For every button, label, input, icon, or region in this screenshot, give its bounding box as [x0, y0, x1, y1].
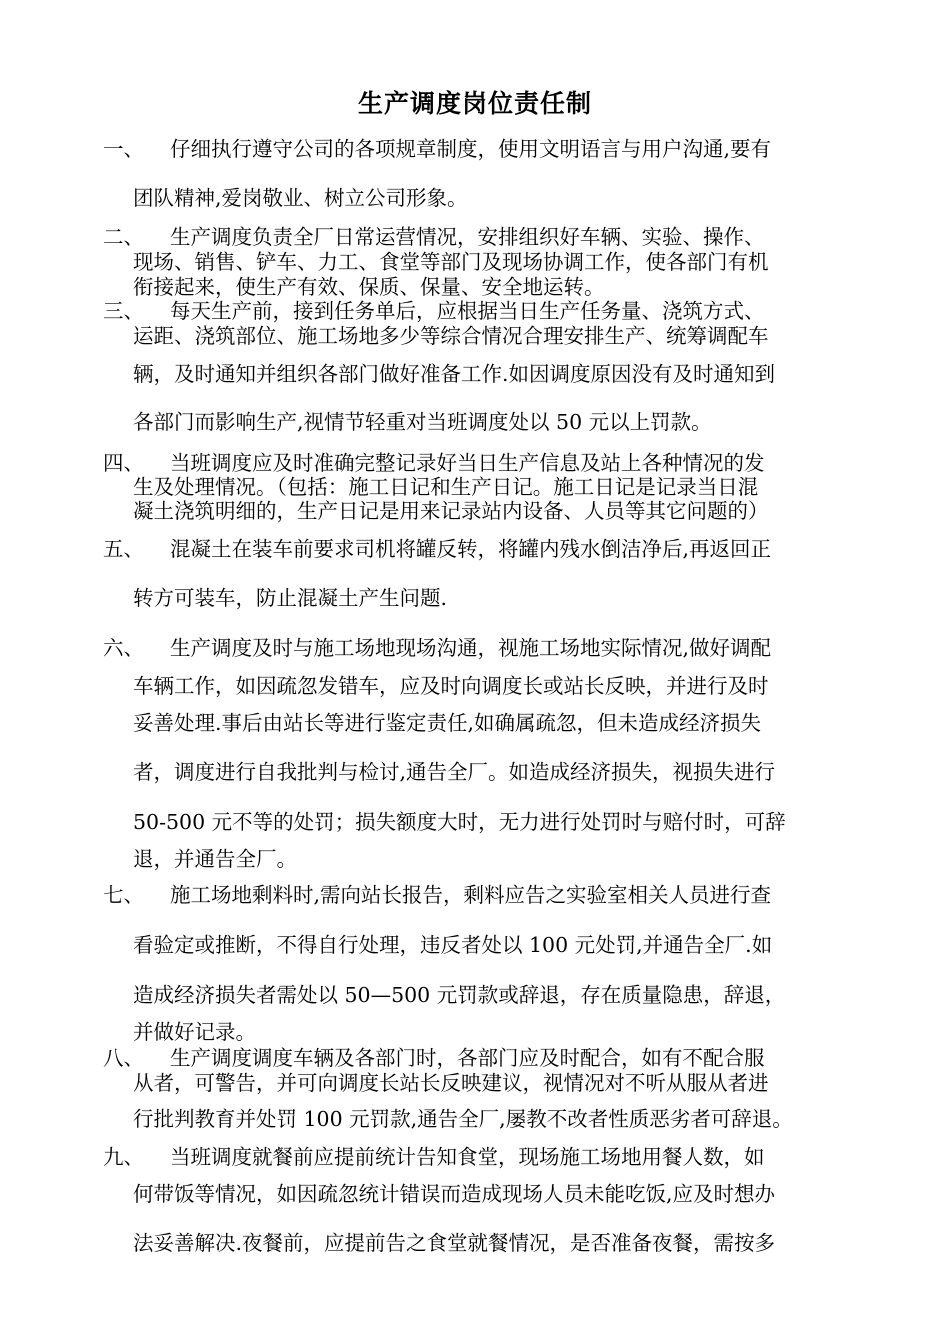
- item-text-line: 现场、销售、铲车、力工、食堂等部门及现场协调工作，使各部门有机: [133, 250, 769, 274]
- item-text-line: 法妥善解决.夜餐前，应提前告之食堂就餐情况，是否准备夜餐，需按多: [133, 1231, 776, 1255]
- item-text-line: 生产调度调度车辆及各部门时，各部门应及时配合，如有不配合服: [170, 1046, 765, 1070]
- item-text-line: 生产调度及时与施工场地现场沟通，视施工场地实际情况,做好调配: [170, 636, 772, 660]
- item-text-line: 从者，可警告，并可向调度长站长反映建议，视情况对不听从服从者进: [133, 1071, 769, 1095]
- item-number: 七、: [103, 883, 144, 907]
- item-text-line: 何带饭等情况，如因疏忽统计错误而造成现场人员未能吃饭,应及时想办: [133, 1182, 776, 1206]
- item-text-line: 辆，及时通知并组织各部门做好准备工作.如因调度原因没有及时通知到: [133, 362, 776, 386]
- item-number: 三、: [103, 299, 144, 323]
- item-text-line: 运距、浇筑部位、施工场地多少等综合情况合理安排生产、统筹调配车: [133, 324, 769, 348]
- item-text-line: 转方可装车，防止混凝土产生问题.: [133, 586, 448, 610]
- item-text-line: 施工场地剩料时,需向站长报告，剩料应告之实验室相关人员进行查: [170, 883, 772, 907]
- item-text-line: 衔接起来，使生产有效、保质、保量、安全地运转。: [133, 275, 605, 299]
- item-number: 八、: [103, 1046, 144, 1070]
- item-number: 九、: [103, 1145, 144, 1169]
- item-text-line: 凝土浇筑明细的，生产日记是用来记录站内设备、人员等其它问题的）: [133, 499, 769, 523]
- item-text-line: 团队精神,爱岗敬业、树立公司形象。: [133, 186, 468, 210]
- item-number: 一、: [103, 137, 144, 161]
- item-number: 二、: [103, 225, 144, 249]
- item-text-line: 每天生产前，接到任务单后，应根据当日生产任务量、浇筑方式、: [170, 299, 765, 323]
- item-text-line: 退，并通告全厂。: [133, 847, 297, 871]
- item-text-line: 仔细执行遵守公司的各项规章制度，使用文明语言与用户沟通,要有: [170, 137, 772, 161]
- item-text-line: 混凝土在装车前要求司机将罐反转，将罐内残水倒洁净后,再返回正: [170, 537, 772, 561]
- item-text-line: 各部门而影响生产,视情节轻重对当班调度处以 50 元以上罚款。: [133, 410, 712, 434]
- item-number: 五、: [103, 537, 144, 561]
- item-text-line: 车辆工作，如因疏忽发错车，应及时向调度长或站长反映，并进行及时: [133, 674, 769, 698]
- item-text-line: 妥善处理.事后由站长等进行鉴定责任,如确属疏忽，但未造成经济损失: [133, 711, 762, 735]
- item-number: 六、: [103, 636, 144, 660]
- item-text-line: 生产调度负责全厂日常运营情况，安排组织好车辆、实验、操作、: [170, 225, 765, 249]
- item-text-line: 看验定或推断，不得自行处理，违反者处以 100 元处罚,并通告全厂.如: [133, 933, 773, 957]
- item-text-line: 行批判教育并处罚 100 元罚款,通告全厂,屡教不改者性质恶劣者可辞退。: [133, 1107, 793, 1131]
- item-text-line: 并做好记录。: [133, 1020, 256, 1044]
- item-text-line: 生及处理情况。（包括：施工日记和生产日记。施工日记是记录当日混: [133, 475, 759, 499]
- item-text-line: 当班调度应及时准确完整记录好当日生产信息及站上各种情况的发: [170, 451, 765, 475]
- document-title: 生产调度岗位责任制: [357, 89, 592, 118]
- item-text-line: 当班调度就餐前应提前统计告知食堂，现场施工场地用餐人数，如: [170, 1145, 765, 1169]
- item-text-line: 者，调度进行自我批判与检讨,通告全厂。如造成经济损失，视损失进行: [133, 760, 776, 784]
- item-text-line: 造成经济损失者需处以 50—500 元罚款或辞退，存在质量隐患，辞退，: [133, 983, 786, 1007]
- item-text-line: 50-500 元不等的处罚；损失额度大时，无力进行处罚时与赔付时，可辞: [133, 810, 786, 834]
- item-number: 四、: [103, 451, 144, 475]
